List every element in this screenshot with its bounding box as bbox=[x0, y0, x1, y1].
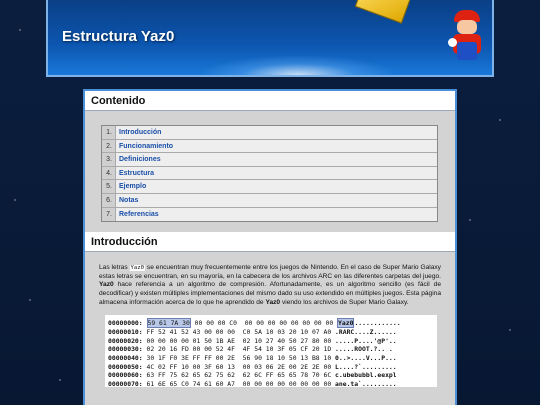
toc-item-number: 4. bbox=[102, 167, 116, 180]
hex-bytes: 59 61 7A 30 00 00 00 C0 00 00 00 00 00 00 00 00 bbox=[147, 319, 334, 328]
toc-item-link[interactable]: Estructura bbox=[119, 169, 155, 177]
hex-bytes: 02 20 16 FD 00 00 52 4F 4F 54 10 3F 05 CF 20 1D bbox=[146, 345, 332, 354]
toc-item-link[interactable]: Referencias bbox=[119, 210, 159, 218]
intro-paragraph: Las letras Yaz0 se encuentran muy frecuentemente entre los juegos de Nintendo. En el caso de Super Mario Galaxy estas letras se encuentran, en su mayoría, en la cabecera de los archivos ARC en las diferentes carpetas del juego. Yaz0 hace referencia a un algoritmo de compresión. Afortunadamente, es un algoritmo sencillo (es fácil de decodificar) y existen múltiples implementaciones del mismo dado su uso extendido en múltiples juegos. Esta página almacena información acerca de lo que he aprendido de Yaz0 viendo los archivos de Super Mario Galaxy. bbox=[99, 264, 441, 306]
hex-ascii: .....ROOT.?.. . bbox=[335, 345, 393, 354]
hex-row bbox=[108, 363, 434, 372]
toc-item-number: 7. bbox=[102, 208, 116, 222]
hex-row bbox=[108, 345, 434, 354]
toc-item-link[interactable]: Definiciones bbox=[119, 156, 161, 164]
hex-ascii: Yaz0............ bbox=[338, 319, 401, 328]
hex-address: 00000060: bbox=[108, 371, 143, 380]
toc-item-number: 3. bbox=[102, 153, 116, 166]
toc-item bbox=[102, 167, 437, 181]
toc-item-link[interactable]: Ejemplo bbox=[119, 183, 147, 191]
toc-item-number: 1. bbox=[102, 126, 116, 139]
page-header bbox=[46, 0, 494, 77]
toc-item bbox=[102, 180, 437, 194]
hex-bytes: 61 6E 65 C0 74 61 60 A7 00 00 00 00 00 00 00 00 bbox=[146, 380, 332, 388]
main-content bbox=[83, 89, 457, 405]
star-block-image bbox=[355, 0, 412, 24]
toc-item bbox=[102, 194, 437, 208]
hex-row bbox=[108, 319, 434, 328]
hex-ascii: .....P....'@P'.. bbox=[335, 336, 397, 345]
hex-ascii: c.ubebubbl.eexpl bbox=[335, 371, 397, 380]
hex-address: 00000010: bbox=[108, 327, 143, 336]
hex-address: 00000000: bbox=[108, 319, 143, 328]
intro-heading: Introducción bbox=[85, 232, 455, 252]
hex-row bbox=[108, 328, 434, 337]
mario-image bbox=[448, 10, 486, 65]
hex-row bbox=[108, 354, 434, 363]
hex-ascii: L....?`......... bbox=[335, 362, 397, 371]
hex-bytes: 00 00 00 00 01 50 1B AE 02 10 27 40 50 27 80 00 bbox=[146, 336, 332, 345]
page-title: Estructura Yaz0 bbox=[62, 28, 175, 45]
toc-item-number: 5. bbox=[102, 180, 116, 193]
hex-address: 00000070: bbox=[108, 380, 143, 388]
toc-item bbox=[102, 140, 437, 154]
hex-bytes: 4C 02 FF 10 00 3F 60 13 00 03 06 2E 00 2E 2E 00 bbox=[146, 362, 332, 371]
hex-row bbox=[108, 371, 434, 380]
hex-dump bbox=[105, 315, 437, 387]
toc-item-number: 2. bbox=[102, 140, 116, 153]
hex-address: 00000040: bbox=[108, 353, 143, 362]
table-of-contents bbox=[101, 125, 438, 222]
toc-item-number: 6. bbox=[102, 194, 116, 207]
toc-item-link[interactable]: Funcionamiento bbox=[119, 142, 174, 150]
hex-ascii: 0..>....V...P... bbox=[335, 353, 397, 362]
toc-item-link[interactable]: Introducción bbox=[119, 129, 162, 136]
hex-ascii: ane.ta`......... bbox=[335, 380, 397, 388]
hex-row bbox=[108, 337, 434, 346]
hex-address: 00000020: bbox=[108, 336, 143, 345]
hex-bytes: FF 52 41 52 43 00 00 00 C0 5A 10 03 20 10 07 A0 bbox=[146, 327, 332, 336]
hex-address: 00000030: bbox=[108, 345, 143, 354]
toc-item bbox=[102, 126, 437, 140]
toc-item bbox=[102, 208, 437, 222]
hex-ascii: .RARC....Z...... bbox=[335, 327, 397, 336]
yaz0-code: Yaz0 bbox=[130, 265, 145, 272]
hex-row bbox=[108, 380, 434, 387]
hex-address: 00000050: bbox=[108, 362, 143, 371]
toc-item-link[interactable]: Notas bbox=[119, 196, 139, 204]
hex-bytes: 30 1F F0 3E FF FF 00 2E 56 90 18 10 50 13 B8 10 bbox=[146, 353, 332, 362]
toc-heading: Contenido bbox=[85, 91, 455, 111]
toc-item bbox=[102, 153, 437, 167]
hex-bytes: 63 FF 75 62 65 62 75 62 62 6C FF 65 65 78 70 6C bbox=[146, 371, 332, 380]
